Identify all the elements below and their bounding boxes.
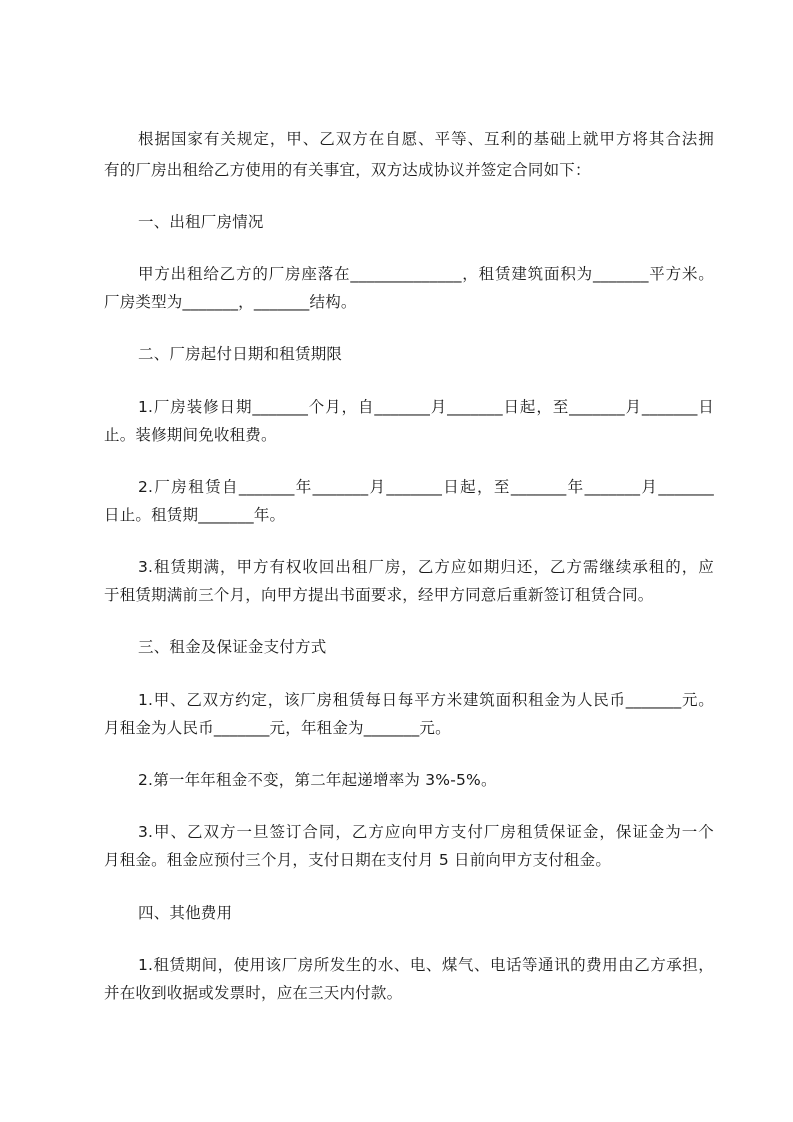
section-2-item-1-line-2: 止。装修期间免收租费。 (104, 426, 277, 444)
section-2-item-2-line-2: 日止。租赁期_______年。 (104, 506, 286, 524)
intro-line-1: 根据国家有关规定，甲、乙双方在自愿、平等、互利的基础上就甲方将其合法拥 (138, 130, 714, 148)
section-4-heading: 四、其他费用 (138, 904, 233, 922)
section-1-line-2: 厂房类型为_______，_______结构。 (104, 293, 357, 311)
section-3-heading: 三、租金及保证金支付方式 (138, 638, 327, 656)
section-4-item-1-line-1: 1.租赁期间，使用该厂房所发生的水、电、煤气、电话等通讯的费用由乙方承担， (138, 956, 714, 974)
section-3-item-1-line-1: 1.甲、乙双方约定，该厂房租赁每日每平方米建筑面积租金为人民币_______元。 (138, 691, 714, 709)
section-1-line-1: 甲方出租给乙方的厂房座落在______________，租赁建筑面积为_______平方米。 (138, 265, 714, 283)
section-3-item-1-line-2: 月租金为人民币_______元，年租金为_______元。 (104, 719, 451, 737)
section-3-item-3-line-1: 3.甲、乙双方一旦签订合同，乙方应向甲方支付厂房租赁保证金，保证金为一个 (138, 823, 714, 841)
intro-line-2: 有的厂房出租给乙方使用的有关事宜，双方达成协议并签定合同如下： (104, 161, 591, 179)
section-2-heading: 二、厂房起付日期和租赁期限 (138, 345, 343, 363)
section-2-item-3-line-1: 3.租赁期满，甲方有权收回出租厂房，乙方应如期归还，乙方需继续承租的，应 (138, 558, 714, 576)
section-2-item-1-line-1: 1.厂房装修日期_______个月，自_______月_______日起，至_______月_______日 (138, 398, 714, 416)
section-3-item-3-line-2: 月租金。租金应预付三个月，支付日期在支付月 5 日前向甲方支付租金。 (104, 851, 612, 869)
section-2-item-2-line-1: 2.厂房租赁自_______年_______月_______日起，至_______年_______月_______ (138, 478, 714, 496)
section-1-heading: 一、出租厂房情况 (138, 213, 264, 231)
section-3-item-2-line-1: 2.第一年年租金不变，第二年起递增率为 3%-5%。 (138, 771, 497, 789)
section-4-item-1-line-2: 并在收到收据或发票时，应在三天内付款。 (104, 984, 403, 1002)
section-2-item-3-line-2: 于租赁期满前三个月，向甲方提出书面要求，经甲方同意后重新签订租赁合同。 (104, 586, 654, 604)
